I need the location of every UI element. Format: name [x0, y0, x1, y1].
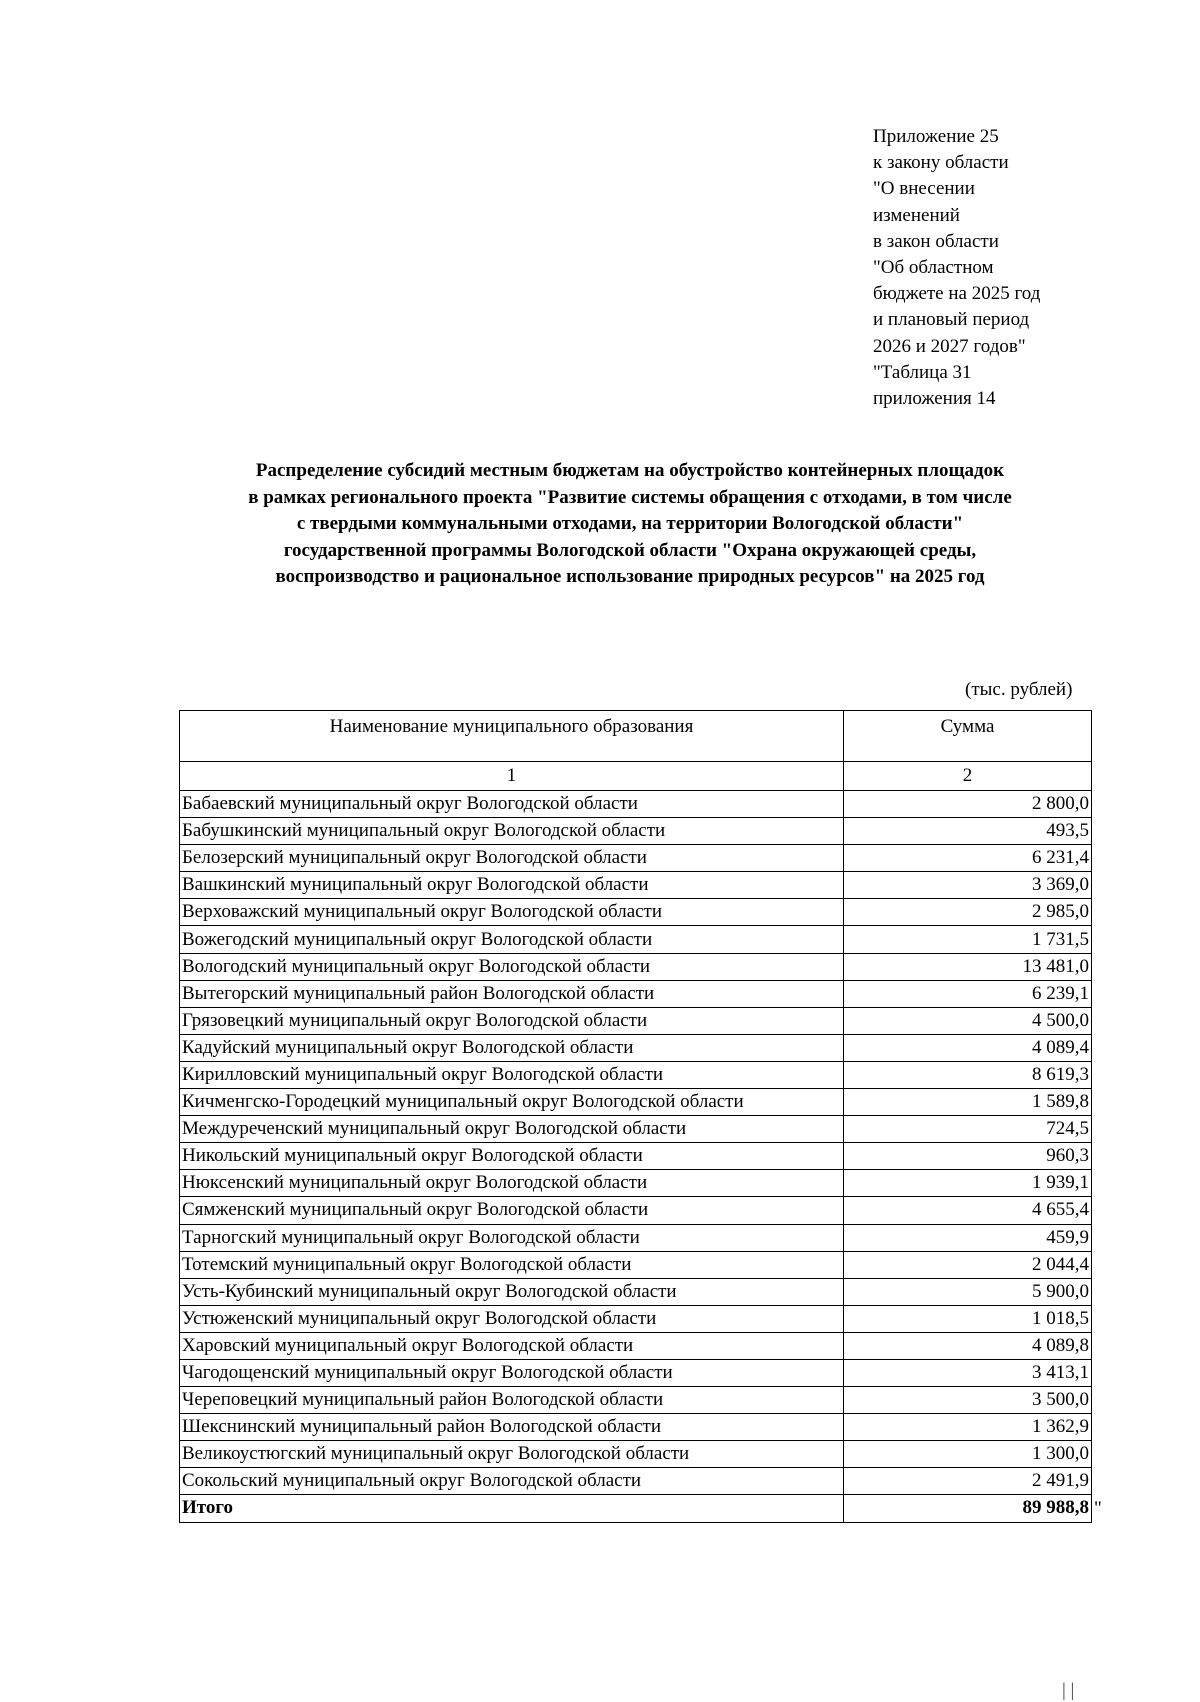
municipality-name: Кичменгско-Городецкий муниципальный округ Вологодской области [180, 1089, 844, 1116]
subsidy-sum: 1 589,8 [844, 1089, 1092, 1116]
column-number: 1 [180, 762, 844, 791]
municipality-name: Череповецкий муниципальный район Вологодской области [180, 1387, 844, 1414]
subsidy-sum: 6 239,1 [844, 980, 1092, 1007]
municipality-name: Вытегорский муниципальный район Вологодской области [180, 980, 844, 1007]
municipality-name: Нюксенский муниципальный округ Вологодской области [180, 1170, 844, 1197]
subsidy-sum: 4 500,0 [844, 1007, 1092, 1034]
table-row [180, 1387, 1092, 1414]
subsidy-sum: 13 481,0 [844, 953, 1092, 980]
annex-reference [873, 124, 1040, 412]
subsidy-sum: 2 044,4 [844, 1251, 1092, 1278]
total-sum: 89 988,8 [844, 1495, 1092, 1522]
table-row [180, 1332, 1092, 1359]
column-number: 2 [844, 762, 1092, 791]
municipality-name: Бабаевский муниципальный округ Вологодской области [180, 791, 844, 818]
municipality-name: Сямженский муниципальный округ Вологодской области [180, 1197, 844, 1224]
document-title [180, 458, 1080, 591]
table-row [180, 926, 1092, 953]
subsidy-sum: 2 800,0 [844, 791, 1092, 818]
subsidy-sum: 5 900,0 [844, 1278, 1092, 1305]
municipality-name: Тотемский муниципальный округ Вологодской области [180, 1251, 844, 1278]
annex-line: бюджете на 2025 год [873, 283, 1041, 305]
municipality-name: Шекснинский муниципальный район Вологодской области [180, 1414, 844, 1441]
subsidy-sum: 4 089,4 [844, 1034, 1092, 1061]
annex-line: "Таблица 31 [873, 361, 972, 383]
table-row [180, 1170, 1092, 1197]
total-row [180, 1495, 1092, 1522]
table-row [180, 1359, 1092, 1386]
annex-line: 2026 и 2027 годов" [873, 335, 1026, 357]
municipality-name: Верховажский муниципальный округ Вологодской области [180, 899, 844, 926]
subsidy-sum: 2 491,9 [844, 1468, 1092, 1495]
municipality-name: Вологодский муниципальный округ Вологодской области [180, 953, 844, 980]
municipality-name: Междуреченский муниципальный округ Вологодской области [180, 1116, 844, 1143]
municipality-name: Усть-Кубинский муниципальный округ Вологодской области [180, 1278, 844, 1305]
table-row [180, 1278, 1092, 1305]
table-row [180, 899, 1092, 926]
subsidy-sum: 724,5 [844, 1116, 1092, 1143]
title-line: Распределение субсидий местным бюджетам на обустройство контейнерных площадок [255, 460, 1005, 481]
subsidy-sum: 8 619,3 [844, 1061, 1092, 1088]
header-sum: Сумма [844, 711, 1092, 762]
subsidy-sum: 3 500,0 [844, 1387, 1092, 1414]
subsidy-table [179, 710, 1092, 1523]
table-row [180, 1224, 1092, 1251]
table-row [180, 1468, 1092, 1495]
municipality-name: Грязовецкий муниципальный округ Вологодской области [180, 1007, 844, 1034]
header-name: Наименование муниципального образования [180, 711, 844, 762]
municipality-name: Никольский муниципальный округ Вологодской области [180, 1143, 844, 1170]
municipality-name: Устюженский муниципальный округ Вологодской области [180, 1305, 844, 1332]
municipality-name: Вашкинский муниципальный округ Вологодской области [180, 872, 844, 899]
annex-line: в закон области [873, 230, 999, 252]
table-row [180, 1007, 1092, 1034]
table-row [180, 1251, 1092, 1278]
title-line: воспроизводство и рациональное использование природных ресурсов" на 2025 год [275, 566, 985, 587]
closing-quote: " [1094, 1498, 1102, 1519]
annex-line: Приложение 25 [873, 126, 999, 147]
table-row [180, 1089, 1092, 1116]
table-row [180, 1116, 1092, 1143]
subsidy-sum: 4 655,4 [844, 1197, 1092, 1224]
municipality-name: Кирилловский муниципальный округ Вологодской области [180, 1061, 844, 1088]
subsidy-sum: 459,9 [844, 1224, 1092, 1251]
municipality-name: Сокольский муниципальный округ Вологодской области [180, 1468, 844, 1495]
table-row [180, 845, 1092, 872]
annex-line: изменений [873, 204, 960, 226]
title-line: в рамках регионального проекта "Развитие системы обращения с отходами, в том числе [248, 486, 1012, 508]
municipality-name: Белозерский муниципальный округ Вологодской области [180, 845, 844, 872]
subsidy-sum: 4 089,8 [844, 1332, 1092, 1359]
table-row [180, 791, 1092, 818]
municipality-name: Вожегодский муниципальный округ Вологодской области [180, 926, 844, 953]
annex-line: и плановый период [873, 309, 1030, 331]
table-row [180, 872, 1092, 899]
subsidy-sum: 1 939,1 [844, 1170, 1092, 1197]
annex-line: к закону области [873, 152, 1009, 174]
title-line: с твердыми коммунальными отходами, на территории Вологодской области" [296, 513, 964, 534]
subsidy-sum: 1 300,0 [844, 1441, 1092, 1468]
municipality-name: Чагодощенский муниципальный округ Вологодской области [180, 1359, 844, 1386]
annex-line: "Об областном [873, 257, 994, 279]
annex-line: приложения 14 [873, 388, 996, 410]
table-row [180, 1197, 1092, 1224]
units-label: (тыс. рублей) [965, 679, 1073, 700]
table-row [180, 1143, 1092, 1170]
page-mark: | | [1062, 1680, 1075, 1701]
municipality-name: Великоустюгский муниципальный округ Вологодской области [180, 1441, 844, 1468]
subsidy-sum: 3 369,0 [844, 872, 1092, 899]
subsidy-sum: 3 413,1 [844, 1359, 1092, 1386]
municipality-name: Тарногский муниципальный округ Вологодской области [180, 1224, 844, 1251]
subsidy-sum: 493,5 [844, 818, 1092, 845]
table-row [180, 1414, 1092, 1441]
table-row [180, 980, 1092, 1007]
table-row [180, 953, 1092, 980]
table-row [180, 1441, 1092, 1468]
table-row [180, 1305, 1092, 1332]
subsidy-sum: 6 231,4 [844, 845, 1092, 872]
subsidy-sum: 1 018,5 [844, 1305, 1092, 1332]
table-body [180, 791, 1092, 1495]
municipality-name: Харовский муниципальный округ Вологодской области [180, 1332, 844, 1359]
municipality-name: Бабушкинский муниципальный округ Вологодской области [180, 818, 844, 845]
title-line: государственной программы Вологодской области "Охрана окружающей среды, [283, 539, 977, 561]
table-row [180, 1034, 1092, 1061]
column-number-row [180, 762, 1092, 791]
table-row [180, 1061, 1092, 1088]
annex-line: "О внесении [873, 178, 975, 200]
table-row [180, 818, 1092, 845]
header-row [180, 711, 1092, 762]
subsidy-sum: 2 985,0 [844, 899, 1092, 926]
total-label: Итого [180, 1495, 844, 1522]
subsidy-sum: 960,3 [844, 1143, 1092, 1170]
subsidy-sum: 1 731,5 [844, 926, 1092, 953]
municipality-name: Кадуйский муниципальный округ Вологодской области [180, 1034, 844, 1061]
subsidy-sum: 1 362,9 [844, 1414, 1092, 1441]
